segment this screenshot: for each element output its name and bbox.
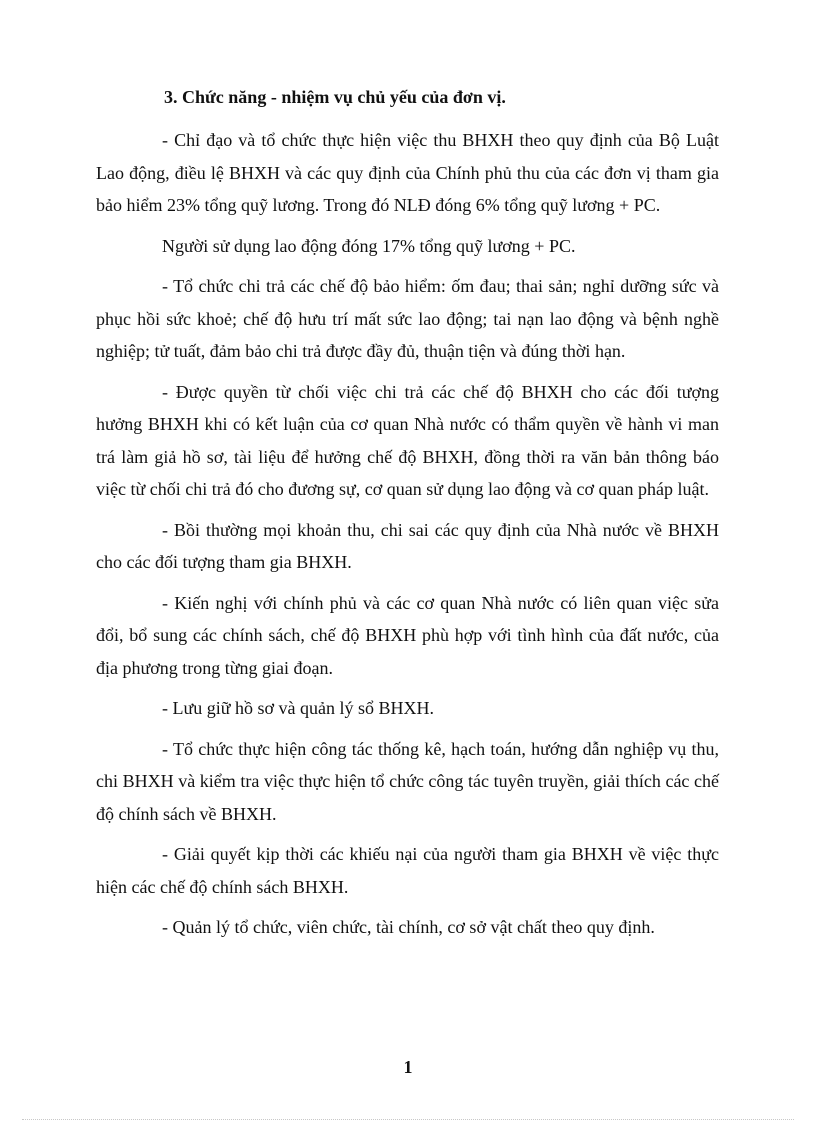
page-bottom-divider (22, 1119, 794, 1120)
paragraph-employer-contribution: Người sử dụng lao động đóng 17% tổng quỹ lương + PC. (162, 235, 576, 256)
page-number: 1 (403, 1057, 413, 1077)
paragraph-complaints: - Giải quyết kịp thời các khiếu nại của người tham gia BHXH về việc thực hiện các chế độ chính sách BHXH. (96, 844, 719, 897)
paragraph-administration: - Quản lý tổ chức, viên chức, tài chính, cơ sở vật chất theo quy định. (162, 917, 655, 937)
paragraph-benefit-payment: - Tổ chức chi trả các chế độ bảo hiểm: ốm đau; thai sản; nghỉ dưỡng sức và phục hồi sức khoẻ; chế độ hưu trí mất sức lao động; tai nạn lao động và bệnh nghề nghiệp; tử tuất, đảm bảo chi trả được đầy đủ, thuận tiện và đúng thời hạn. (96, 276, 719, 361)
section-heading: 3. Chức năng - nhiệm vụ chủ yếu của đơn vị. (164, 87, 506, 107)
paragraph-records-storage: - Lưu giữ hồ sơ và quản lý sổ BHXH. (162, 698, 435, 718)
document-body (96, 81, 719, 952)
paragraph-recommendation: - Kiến nghị với chính phủ và các cơ quan Nhà nước có liên quan việc sửa đổi, bổ sung các chính sách, chế độ BHXH phù hợp với tình hình của đất nước, của địa phương trong từng giai đoạn. (96, 592, 719, 678)
paragraph-refusal-right: - Được quyền từ chối việc chi trả các chế độ BHXH cho các đối tượng hưởng BHXH khi có kết luận của cơ quan Nhà nước có thẩm quyền về hành vi man trá làm giả hồ sơ, tài liệu để hưởng chế độ BHXH, đồng thời ra văn bản thông báo việc từ chối chi trả đó cho đương sự, cơ quan sử dụng lao động và cơ quan pháp luật. (96, 381, 719, 499)
paragraph-statistics: - Tổ chức thực hiện công tác thống kê, hạch toán, hướng dẫn nghiệp vụ thu, chi BHXH và kiểm tra việc thực hiện tổ chức công tác tuyên truyền, giải thích các chế độ chính sách về BHXH. (96, 738, 719, 824)
paragraph-collection-duty: - Chỉ đạo và tổ chức thực hiện việc thu BHXH theo quy định của Bộ Luật Lao động, điều lệ BHXH và các quy định của Chính phủ thu của các đơn vị tham gia bảo hiểm 23% tổng quỹ lương. Trong đó NLĐ đóng 6% tổng quỹ lương + PC. (96, 130, 719, 215)
paragraph-compensation: - Bồi thường mọi khoản thu, chi sai các quy định của Nhà nước về BHXH cho các đối tượng tham gia BHXH. (96, 519, 719, 572)
